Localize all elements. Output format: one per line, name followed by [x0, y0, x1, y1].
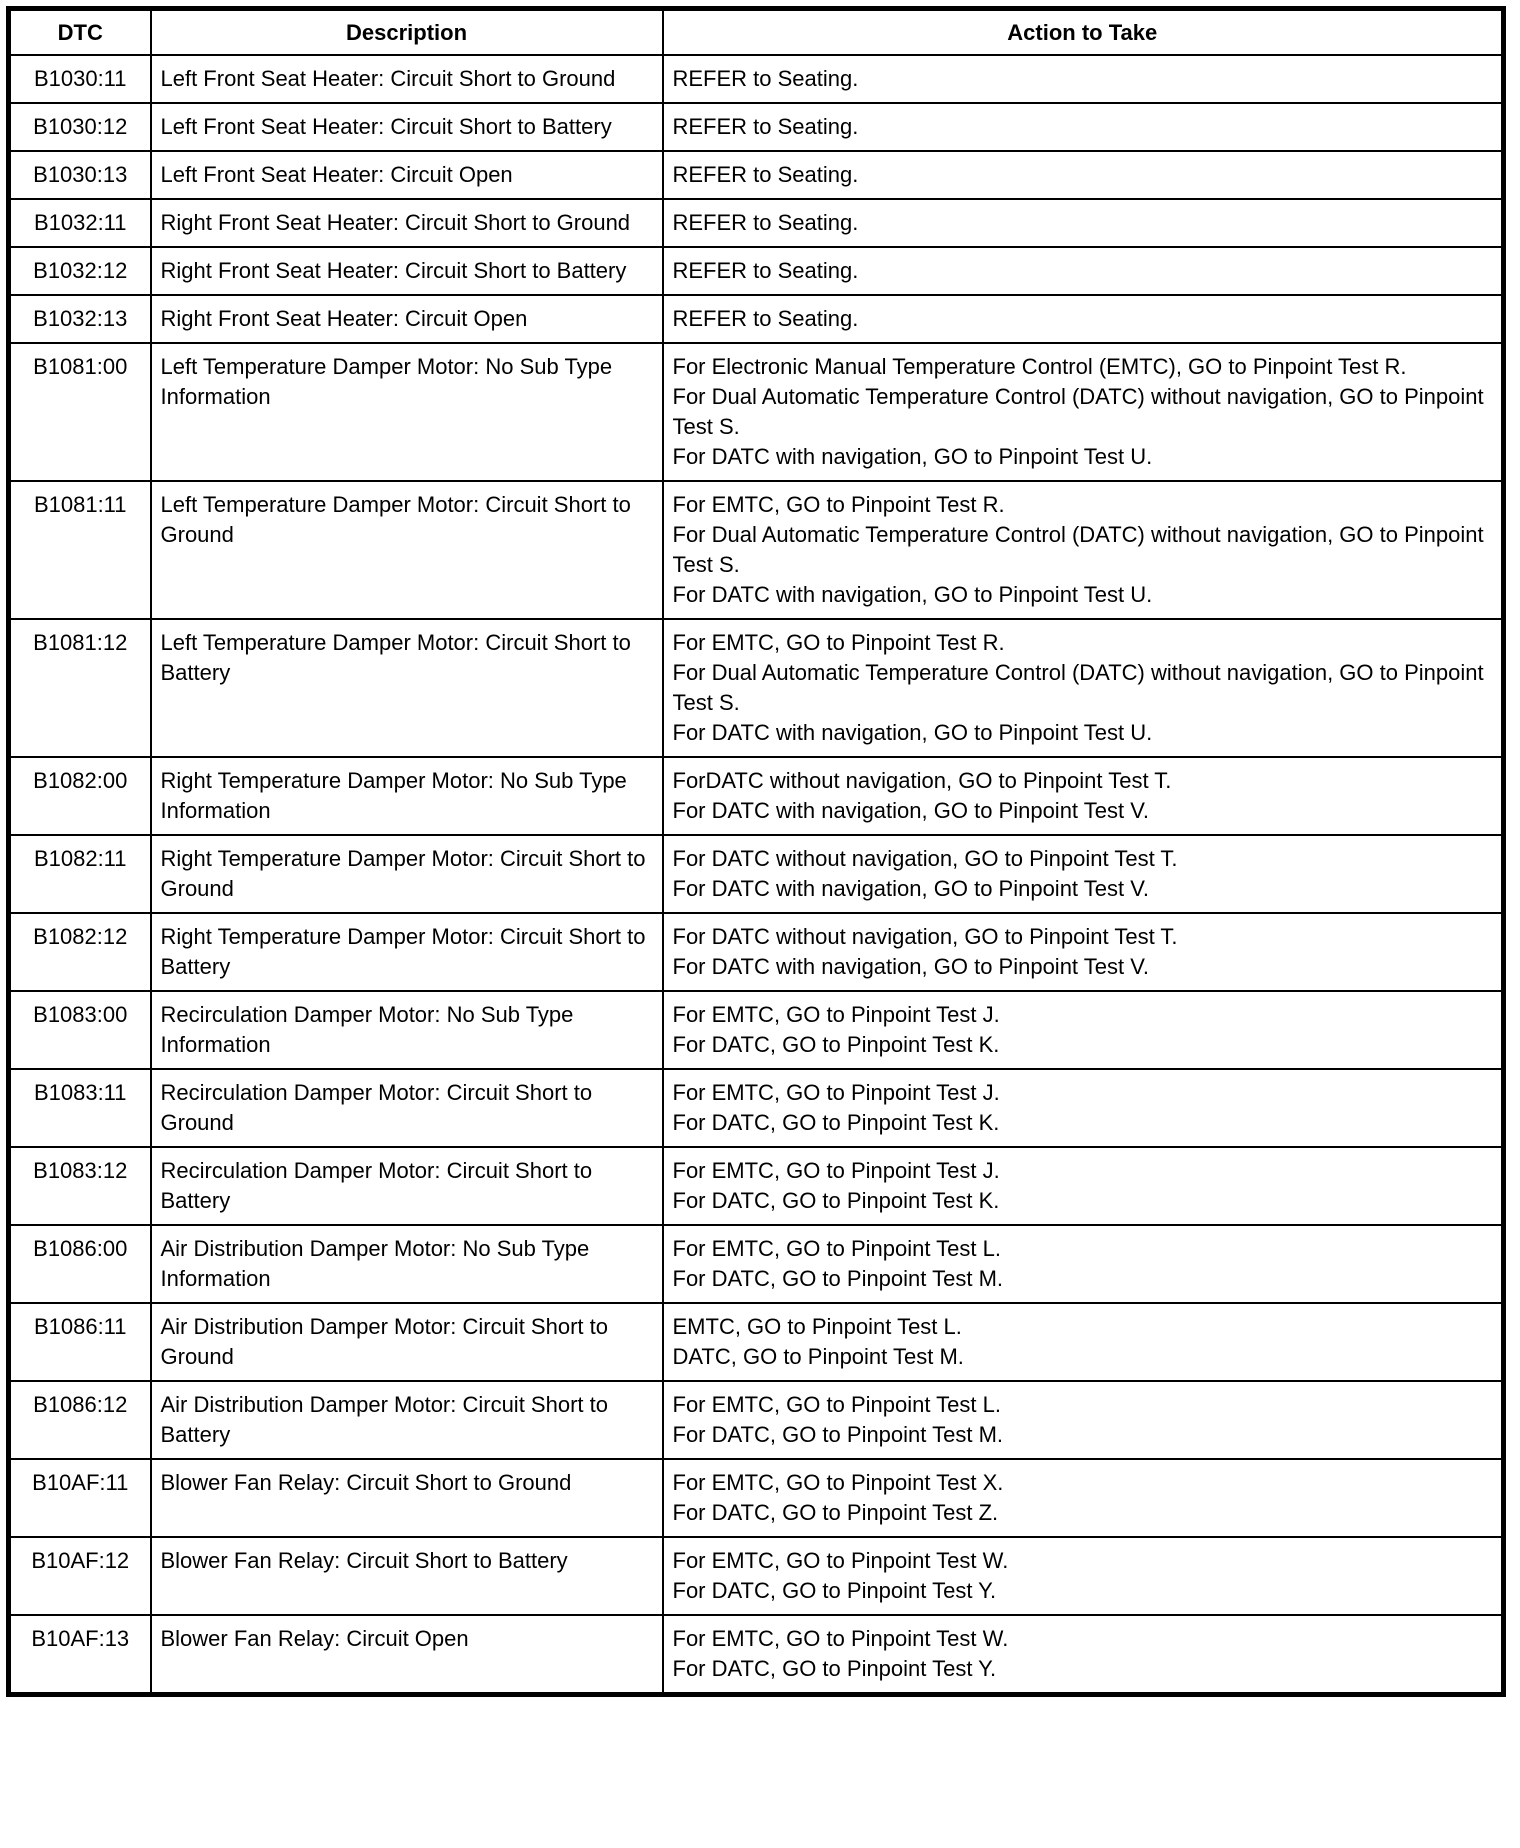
- dtc-code: B1032:11: [9, 199, 151, 247]
- action-line: For EMTC, GO to Pinpoint Test X.: [672, 1470, 1004, 1495]
- action-cell: [663, 1147, 1504, 1225]
- action-cell: [663, 1303, 1504, 1381]
- dtc-code: B1082:12: [9, 913, 151, 991]
- dtc-description: Left Temperature Damper Motor: No Sub Type Information: [151, 343, 663, 481]
- dtc-description: Air Distribution Damper Motor: Circuit Short to Ground: [151, 1303, 663, 1381]
- action-line: For DATC, GO to Pinpoint Test K.: [672, 1032, 1000, 1057]
- dtc-code: B1030:13: [9, 151, 151, 199]
- dtc-code: B1081:11: [9, 481, 151, 619]
- dtc-code: B1030:12: [9, 103, 151, 151]
- action-line: For EMTC, GO to Pinpoint Test J.: [672, 1158, 1000, 1183]
- dtc-code: B1032:13: [9, 295, 151, 343]
- action-line: For DATC, GO to Pinpoint Test K.: [672, 1188, 1000, 1213]
- dtc-code: B1083:12: [9, 1147, 151, 1225]
- dtc-description: Left Front Seat Heater: Circuit Open: [151, 151, 663, 199]
- dtc-code: B1082:11: [9, 835, 151, 913]
- action-line: For EMTC, GO to Pinpoint Test W.: [672, 1626, 1009, 1651]
- action-cell: [663, 55, 1504, 103]
- action-cell: [663, 1069, 1504, 1147]
- action-line: For EMTC, GO to Pinpoint Test L.: [672, 1392, 1001, 1417]
- action-cell: [663, 1225, 1504, 1303]
- dtc-code: B10AF:12: [9, 1537, 151, 1615]
- action-line: For DATC with navigation, GO to Pinpoint Test V.: [672, 876, 1149, 901]
- action-cell: [663, 757, 1504, 835]
- table-row: [9, 835, 1504, 913]
- table-row: [9, 481, 1504, 619]
- dtc-code: B1030:11: [9, 55, 151, 103]
- action-line: For EMTC, GO to Pinpoint Test W.: [672, 1548, 1009, 1573]
- table-row: [9, 1069, 1504, 1147]
- dtc-description: Air Distribution Damper Motor: Circuit Short to Battery: [151, 1381, 663, 1459]
- action-line: REFER to Seating.: [672, 306, 859, 331]
- action-line: For EMTC, GO to Pinpoint Test R.: [672, 492, 1005, 517]
- action-line: For DATC, GO to Pinpoint Test Y.: [672, 1578, 997, 1603]
- action-line: REFER to Seating.: [672, 258, 859, 283]
- action-line: EMTC, GO to Pinpoint Test L.: [672, 1314, 962, 1339]
- dtc-code: B1086:12: [9, 1381, 151, 1459]
- action-line: DATC, GO to Pinpoint Test M.: [672, 1344, 964, 1369]
- action-line: For DATC, GO to Pinpoint Test M.: [672, 1266, 1004, 1291]
- action-line: For DATC, GO to Pinpoint Test M.: [672, 1422, 1004, 1447]
- action-cell: [663, 991, 1504, 1069]
- action-cell: [663, 481, 1504, 619]
- table-row: [9, 55, 1504, 103]
- table-row: [9, 1147, 1504, 1225]
- dtc-code: B1032:12: [9, 247, 151, 295]
- table-row: [9, 757, 1504, 835]
- action-cell: [663, 247, 1504, 295]
- dtc-code: B1083:00: [9, 991, 151, 1069]
- action-line: For DATC with navigation, GO to Pinpoint Test U.: [672, 720, 1153, 745]
- action-line: REFER to Seating.: [672, 66, 859, 91]
- dtc-description: Recirculation Damper Motor: Circuit Short to Ground: [151, 1069, 663, 1147]
- action-line: For DATC with navigation, GO to Pinpoint Test V.: [672, 954, 1149, 979]
- dtc-code: B10AF:13: [9, 1615, 151, 1695]
- action-line: For Dual Automatic Temperature Control (DATC) without navigation, GO to Pinpoint Test S.: [672, 660, 1484, 715]
- table-body: [9, 55, 1504, 1695]
- table-row: [9, 913, 1504, 991]
- dtc-description: Air Distribution Damper Motor: No Sub Type Information: [151, 1225, 663, 1303]
- dtc-table: [6, 6, 1506, 1697]
- table-row: [9, 1537, 1504, 1615]
- action-cell: [663, 835, 1504, 913]
- action-line: For EMTC, GO to Pinpoint Test J.: [672, 1080, 1000, 1105]
- dtc-code: B1081:12: [9, 619, 151, 757]
- table-row: [9, 1459, 1504, 1537]
- header-action: Action to Take: [663, 9, 1504, 56]
- dtc-description: Right Temperature Damper Motor: Circuit Short to Battery: [151, 913, 663, 991]
- action-line: For DATC, GO to Pinpoint Test Z.: [672, 1500, 999, 1525]
- action-line: For DATC without navigation, GO to Pinpoint Test T.: [672, 846, 1178, 871]
- table-row: [9, 103, 1504, 151]
- dtc-description: Right Front Seat Heater: Circuit Open: [151, 295, 663, 343]
- dtc-code: B1083:11: [9, 1069, 151, 1147]
- dtc-code: B1082:00: [9, 757, 151, 835]
- dtc-description: Left Temperature Damper Motor: Circuit Short to Ground: [151, 481, 663, 619]
- action-line: For Electronic Manual Temperature Control (EMTC), GO to Pinpoint Test R.: [672, 354, 1407, 379]
- action-line: For DATC without navigation, GO to Pinpoint Test T.: [672, 924, 1178, 949]
- header-row: [9, 9, 1504, 56]
- table-row: [9, 295, 1504, 343]
- table-row: [9, 991, 1504, 1069]
- action-line: For DATC with navigation, GO to Pinpoint Test V.: [672, 798, 1149, 823]
- action-line: REFER to Seating.: [672, 210, 859, 235]
- table-row: [9, 199, 1504, 247]
- header-dtc: DTC: [9, 9, 151, 56]
- action-cell: [663, 343, 1504, 481]
- action-cell: [663, 1459, 1504, 1537]
- action-cell: [663, 619, 1504, 757]
- dtc-description: Right Temperature Damper Motor: Circuit Short to Ground: [151, 835, 663, 913]
- action-line: ForDATC without navigation, GO to Pinpoint Test T.: [672, 768, 1172, 793]
- dtc-description: Blower Fan Relay: Circuit Short to Battery: [151, 1537, 663, 1615]
- action-line: For Dual Automatic Temperature Control (DATC) without navigation, GO to Pinpoint Test S.: [672, 522, 1484, 577]
- action-line: For DATC, GO to Pinpoint Test Y.: [672, 1656, 997, 1681]
- action-line: REFER to Seating.: [672, 162, 859, 187]
- action-line: For EMTC, GO to Pinpoint Test R.: [672, 630, 1005, 655]
- dtc-code: B1081:00: [9, 343, 151, 481]
- dtc-description: Recirculation Damper Motor: No Sub Type Information: [151, 991, 663, 1069]
- action-cell: [663, 103, 1504, 151]
- dtc-description: Left Front Seat Heater: Circuit Short to Ground: [151, 55, 663, 103]
- action-line: For DATC with navigation, GO to Pinpoint Test U.: [672, 582, 1153, 607]
- dtc-description: Blower Fan Relay: Circuit Open: [151, 1615, 663, 1695]
- dtc-code: B10AF:11: [9, 1459, 151, 1537]
- table-row: [9, 1381, 1504, 1459]
- dtc-description: Left Front Seat Heater: Circuit Short to Battery: [151, 103, 663, 151]
- table-row: [9, 619, 1504, 757]
- action-line: For EMTC, GO to Pinpoint Test J.: [672, 1002, 1000, 1027]
- action-line: For EMTC, GO to Pinpoint Test L.: [672, 1236, 1001, 1261]
- dtc-description: Blower Fan Relay: Circuit Short to Ground: [151, 1459, 663, 1537]
- action-cell: [663, 199, 1504, 247]
- dtc-description: Left Temperature Damper Motor: Circuit Short to Battery: [151, 619, 663, 757]
- dtc-code: B1086:11: [9, 1303, 151, 1381]
- action-cell: [663, 913, 1504, 991]
- action-line: For Dual Automatic Temperature Control (DATC) without navigation, GO to Pinpoint Test S.: [672, 384, 1484, 439]
- table-row: [9, 1615, 1504, 1695]
- action-cell: [663, 151, 1504, 199]
- action-line: For DATC, GO to Pinpoint Test K.: [672, 1110, 1000, 1135]
- dtc-description: Right Front Seat Heater: Circuit Short to Ground: [151, 199, 663, 247]
- dtc-code: B1086:00: [9, 1225, 151, 1303]
- header-description: Description: [151, 9, 663, 56]
- table-row: [9, 1303, 1504, 1381]
- action-cell: [663, 295, 1504, 343]
- dtc-description: Right Front Seat Heater: Circuit Short to Battery: [151, 247, 663, 295]
- action-line: REFER to Seating.: [672, 114, 859, 139]
- table-row: [9, 151, 1504, 199]
- action-cell: [663, 1537, 1504, 1615]
- table-row: [9, 247, 1504, 295]
- dtc-description: Right Temperature Damper Motor: No Sub Type Information: [151, 757, 663, 835]
- action-cell: [663, 1615, 1504, 1695]
- table-row: [9, 1225, 1504, 1303]
- action-line: For DATC with navigation, GO to Pinpoint Test U.: [672, 444, 1153, 469]
- table-row: [9, 343, 1504, 481]
- action-cell: [663, 1381, 1504, 1459]
- dtc-description: Recirculation Damper Motor: Circuit Short to Battery: [151, 1147, 663, 1225]
